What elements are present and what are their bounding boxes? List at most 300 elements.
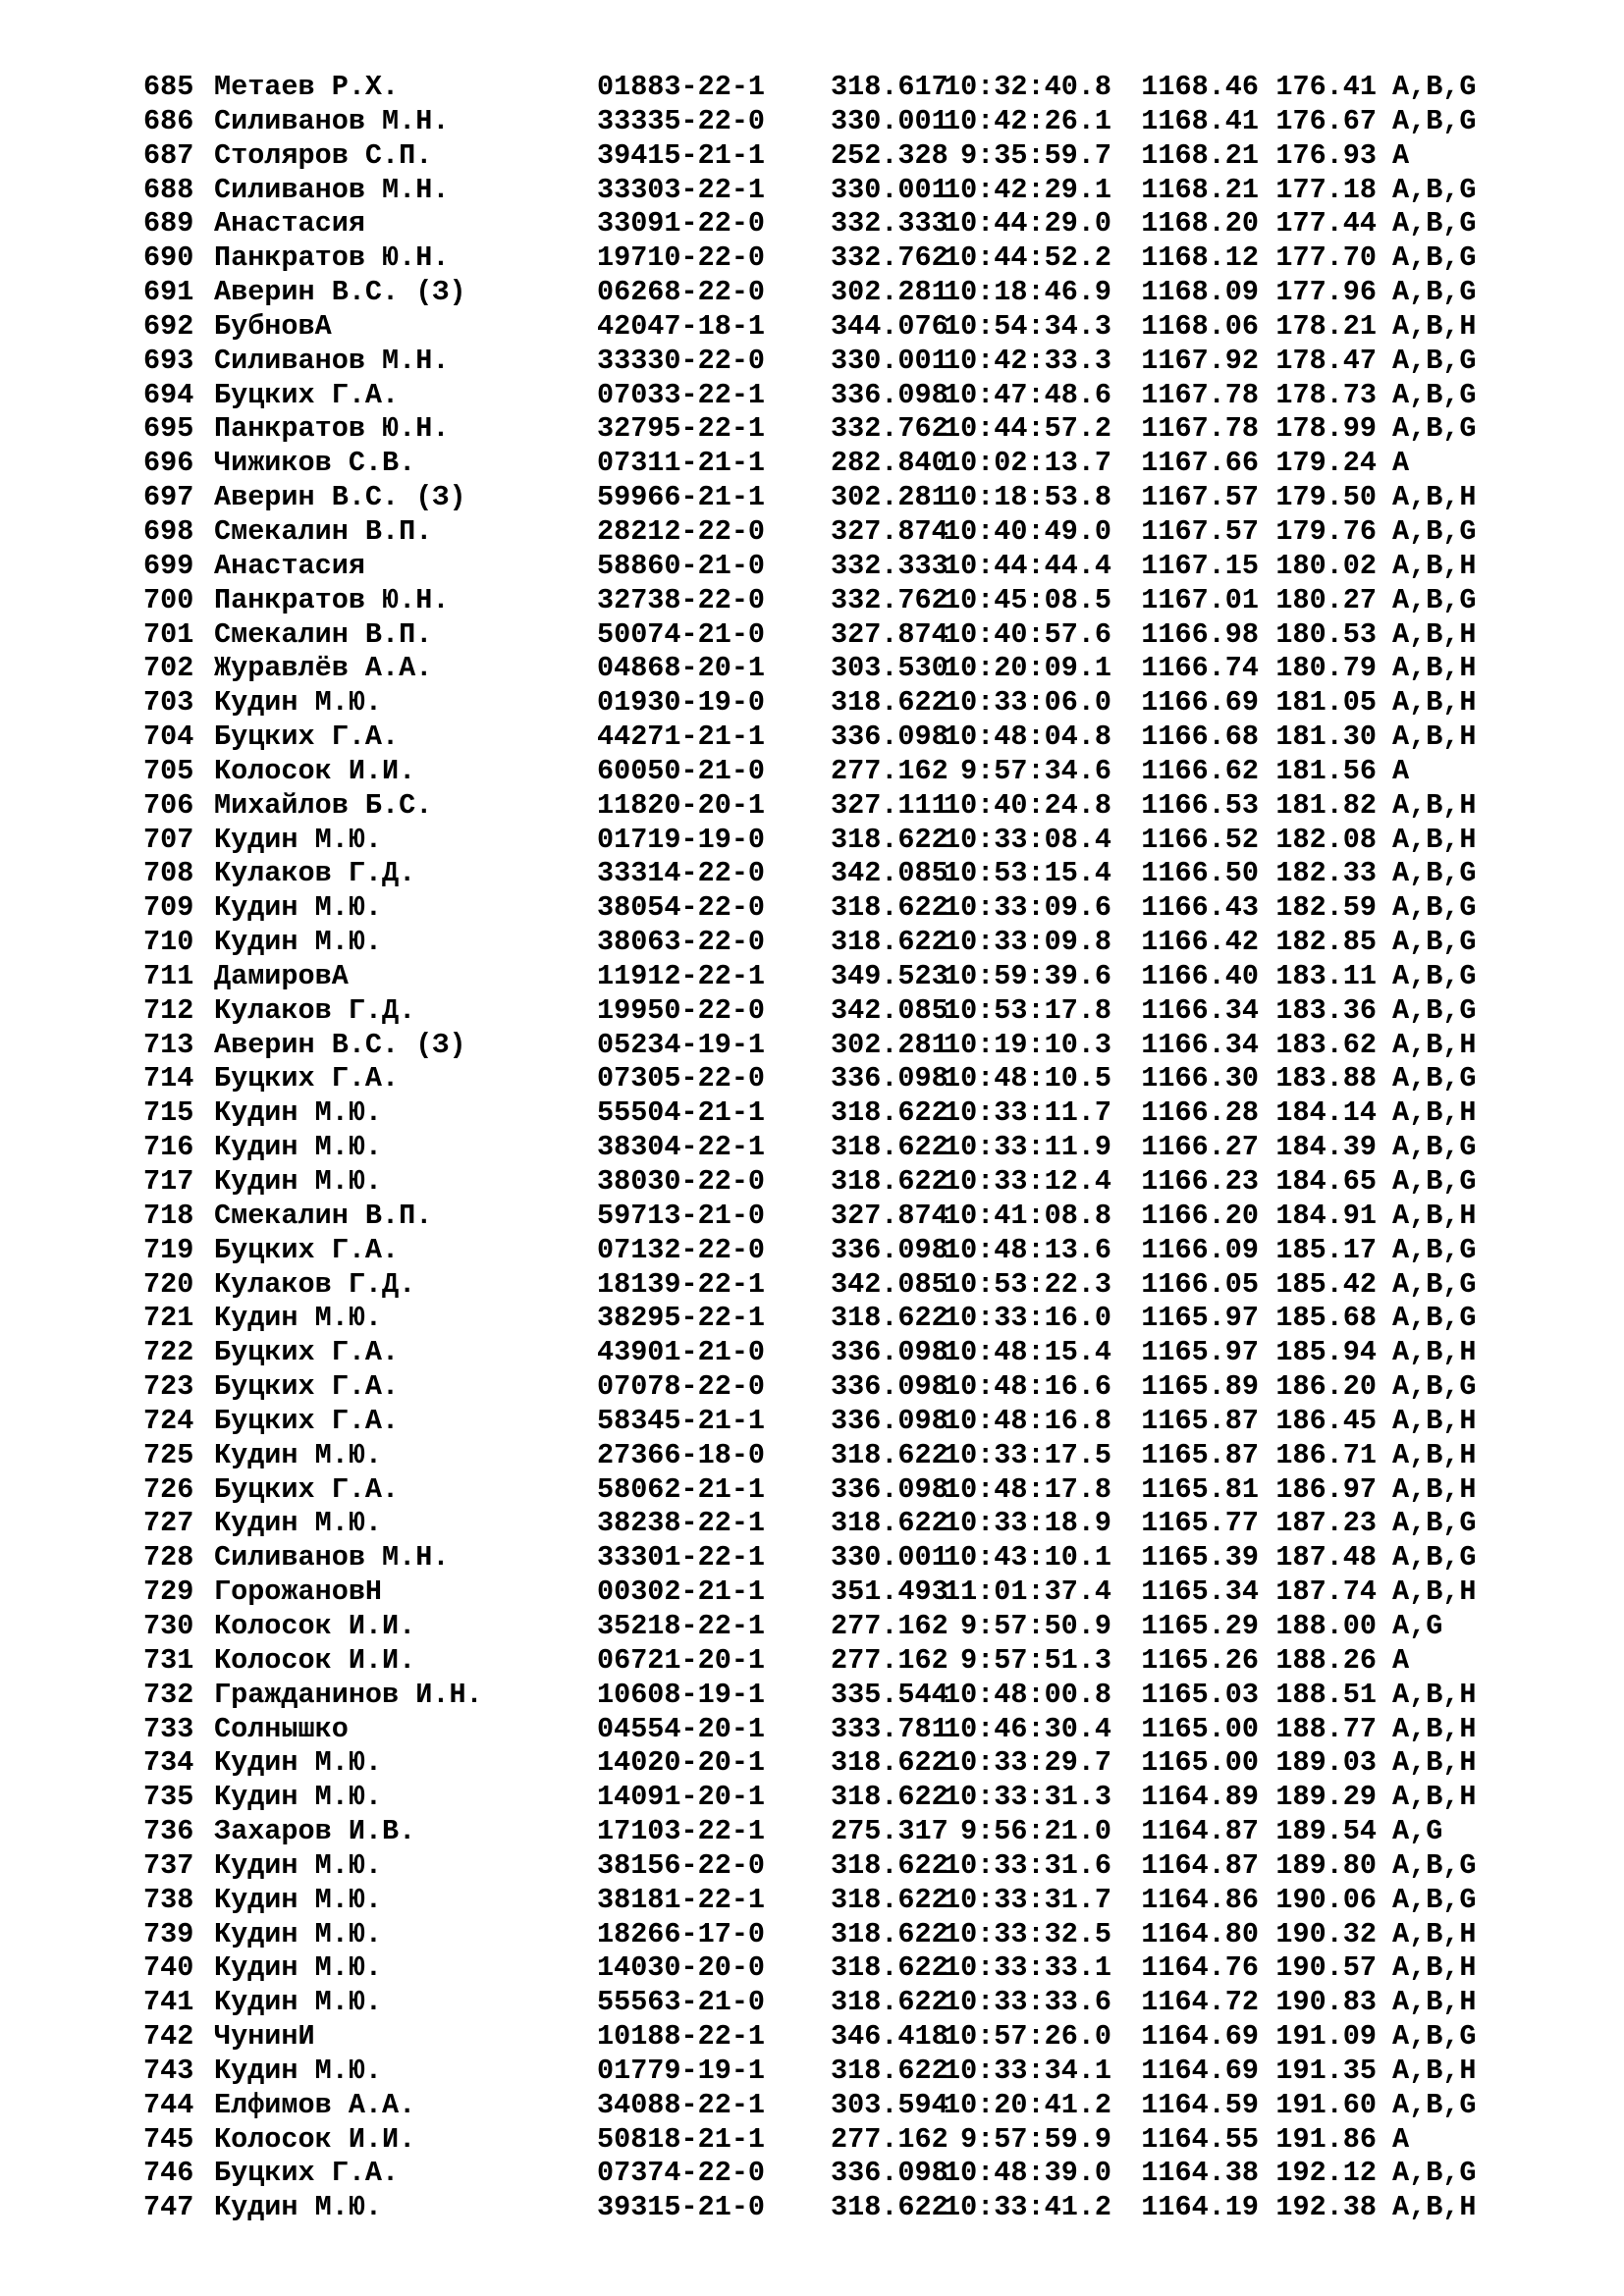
fancier-name: Кулаков Г.Д. xyxy=(214,857,416,890)
points: 178.21 xyxy=(1275,309,1377,343)
points: 183.36 xyxy=(1275,993,1377,1027)
place-number: 713 xyxy=(143,1028,194,1061)
category: A,B,H xyxy=(1392,1336,1477,1369)
category: A xyxy=(1392,138,1410,172)
ring-number: 28212-22-0 xyxy=(597,514,766,548)
points: 182.85 xyxy=(1275,926,1377,959)
table-row xyxy=(143,1131,1498,1165)
arrival-time: 10:33:17.5 xyxy=(943,1438,1111,1471)
speed: 1164.87 xyxy=(1141,1815,1259,1848)
arrival-time: 10:48:39.0 xyxy=(943,2157,1111,2190)
table-row xyxy=(143,1473,1498,1508)
fancier-name: Аверин В.С. (З) xyxy=(214,481,466,514)
place-number: 745 xyxy=(143,2122,194,2156)
place-number: 690 xyxy=(143,241,194,275)
speed: 1165.39 xyxy=(1141,1541,1259,1575)
fancier-name: Столяров С.П. xyxy=(214,138,433,172)
distance: 318.622 xyxy=(831,1507,948,1540)
speed: 1166.34 xyxy=(1141,993,1259,1027)
distance: 336.098 xyxy=(831,721,948,754)
distance: 318.622 xyxy=(831,686,948,720)
ring-number: 55563-21-0 xyxy=(597,1986,766,2019)
arrival-time: 10:33:06.0 xyxy=(943,686,1111,720)
distance: 330.001 xyxy=(831,104,948,137)
table-row xyxy=(143,207,1498,241)
points: 188.26 xyxy=(1275,1643,1377,1677)
points: 190.32 xyxy=(1275,1917,1377,1950)
arrival-time: 10:02:13.7 xyxy=(943,447,1111,480)
distance: 318.622 xyxy=(831,1302,948,1335)
arrival-time: 10:48:10.5 xyxy=(943,1062,1111,1095)
speed: 1165.00 xyxy=(1141,1712,1259,1745)
ring-number: 39415-21-1 xyxy=(597,138,766,172)
distance: 318.622 xyxy=(831,1917,948,1950)
category: A,B,G xyxy=(1392,1267,1477,1301)
fancier-name: Кудин М.Ю. xyxy=(214,1302,383,1335)
fancier-name: Буцких Г.А. xyxy=(214,721,400,754)
place-number: 687 xyxy=(143,138,194,172)
table-row xyxy=(143,1302,1498,1336)
fancier-name: Буцких Г.А. xyxy=(214,1062,400,1095)
place-number: 695 xyxy=(143,412,194,446)
points: 185.94 xyxy=(1275,1336,1377,1369)
place-number: 716 xyxy=(143,1131,194,1164)
arrival-time: 11:01:37.4 xyxy=(943,1575,1111,1609)
ring-number: 38063-22-0 xyxy=(597,926,766,959)
category: A,B,G xyxy=(1392,891,1477,925)
table-row xyxy=(143,1541,1498,1575)
speed: 1166.28 xyxy=(1141,1096,1259,1130)
arrival-time: 10:57:26.0 xyxy=(943,2020,1111,2054)
points: 176.93 xyxy=(1275,138,1377,172)
arrival-time: 10:33:33.1 xyxy=(943,1951,1111,1985)
distance: 318.622 xyxy=(831,1986,948,2019)
arrival-time: 10:33:09.6 xyxy=(943,891,1111,925)
points: 191.09 xyxy=(1275,2020,1377,2054)
speed: 1164.72 xyxy=(1141,1986,1259,2019)
fancier-name: Буцких Г.А. xyxy=(214,1370,400,1404)
place-number: 737 xyxy=(143,1848,194,1882)
fancier-name: Колосок И.И. xyxy=(214,754,416,787)
distance: 318.622 xyxy=(831,926,948,959)
category: A,B,H xyxy=(1392,1781,1477,1814)
category: A,B,H xyxy=(1392,1986,1477,2019)
place-number: 693 xyxy=(143,344,194,377)
place-number: 731 xyxy=(143,1643,194,1677)
fancier-name: Кудин М.Ю. xyxy=(214,1986,383,2019)
speed: 1165.87 xyxy=(1141,1438,1259,1471)
ring-number: 58062-21-1 xyxy=(597,1472,766,1506)
distance: 332.333 xyxy=(831,207,948,240)
fancier-name: Смекалин В.П. xyxy=(214,514,433,548)
category: A,B,G xyxy=(1392,1507,1477,1540)
place-number: 718 xyxy=(143,1199,194,1232)
distance: 318.622 xyxy=(831,2191,948,2224)
speed: 1167.92 xyxy=(1141,344,1259,377)
speed: 1168.46 xyxy=(1141,71,1259,103)
distance: 303.530 xyxy=(831,652,948,685)
ring-number: 07033-22-1 xyxy=(597,378,766,411)
ring-number: 01779-19-1 xyxy=(597,2054,766,2087)
ring-number: 59966-21-1 xyxy=(597,481,766,514)
place-number: 720 xyxy=(143,1267,194,1301)
speed: 1165.87 xyxy=(1141,1404,1259,1437)
speed: 1164.69 xyxy=(1141,2020,1259,2054)
ring-number: 38238-22-1 xyxy=(597,1507,766,1540)
speed: 1166.52 xyxy=(1141,823,1259,856)
fancier-name: ДамировА xyxy=(214,959,349,992)
arrival-time: 10:33:29.7 xyxy=(943,1746,1111,1780)
fancier-name: Кудин М.Ю. xyxy=(214,1951,383,1985)
distance: 342.085 xyxy=(831,857,948,890)
ring-number: 06721-20-1 xyxy=(597,1643,766,1677)
fancier-name: Солнышко xyxy=(214,1712,349,1745)
table-row xyxy=(143,412,1498,447)
fancier-name: Смекалин В.П. xyxy=(214,617,433,651)
category: A,B,G xyxy=(1392,2088,1477,2121)
fancier-name: Кудин М.Ю. xyxy=(214,1883,383,1916)
points: 184.65 xyxy=(1275,1165,1377,1198)
distance: 342.085 xyxy=(831,993,948,1027)
arrival-time: 10:33:34.1 xyxy=(943,2054,1111,2087)
points: 184.91 xyxy=(1275,1199,1377,1232)
arrival-time: 10:48:17.8 xyxy=(943,1472,1111,1506)
speed: 1168.20 xyxy=(1141,207,1259,240)
place-number: 709 xyxy=(143,891,194,925)
speed: 1165.77 xyxy=(1141,1507,1259,1540)
place-number: 724 xyxy=(143,1404,194,1437)
speed: 1166.27 xyxy=(1141,1131,1259,1164)
arrival-time: 10:53:15.4 xyxy=(943,857,1111,890)
arrival-time: 10:44:52.2 xyxy=(943,241,1111,275)
category: A,B,H xyxy=(1392,1678,1477,1711)
fancier-name: Кулаков Г.Д. xyxy=(214,1267,416,1301)
points: 180.79 xyxy=(1275,652,1377,685)
ring-number: 33314-22-0 xyxy=(597,857,766,890)
table-row xyxy=(143,755,1498,789)
table-row xyxy=(143,1679,1498,1713)
place-number: 725 xyxy=(143,1438,194,1471)
points: 189.80 xyxy=(1275,1848,1377,1882)
speed: 1164.69 xyxy=(1141,2054,1259,2087)
category: A,B,G xyxy=(1392,1883,1477,1916)
category: A,B,G xyxy=(1392,926,1477,959)
ring-number: 10608-19-1 xyxy=(597,1678,766,1711)
ring-number: 42047-18-1 xyxy=(597,309,766,343)
ring-number: 01719-19-0 xyxy=(597,823,766,856)
arrival-time: 10:33:33.6 xyxy=(943,1986,1111,2019)
table-row xyxy=(143,857,1498,891)
place-number: 730 xyxy=(143,1609,194,1642)
fancier-name: Панкратов Ю.Н. xyxy=(214,412,450,446)
place-number: 699 xyxy=(143,549,194,582)
place-number: 710 xyxy=(143,926,194,959)
ring-number: 10188-22-1 xyxy=(597,2020,766,2054)
ring-number: 07374-22-0 xyxy=(597,2157,766,2190)
points: 177.18 xyxy=(1275,173,1377,206)
speed: 1165.97 xyxy=(1141,1336,1259,1369)
points: 183.62 xyxy=(1275,1028,1377,1061)
category: A,B,H xyxy=(1392,1472,1477,1506)
points: 178.73 xyxy=(1275,378,1377,411)
points: 185.17 xyxy=(1275,1233,1377,1266)
fancier-name: Аверин В.С. (З) xyxy=(214,1028,466,1061)
place-number: 736 xyxy=(143,1815,194,1848)
table-row xyxy=(143,139,1498,174)
ring-number: 34088-22-1 xyxy=(597,2088,766,2121)
ring-number: 32795-22-1 xyxy=(597,412,766,446)
speed: 1166.53 xyxy=(1141,788,1259,822)
fancier-name: Захаров И.В. xyxy=(214,1815,416,1848)
table-row xyxy=(143,550,1498,584)
ring-number: 00302-21-1 xyxy=(597,1575,766,1609)
category: A,B,H xyxy=(1392,617,1477,651)
ring-number: 38054-22-0 xyxy=(597,891,766,925)
table-row xyxy=(143,926,1498,960)
speed: 1166.20 xyxy=(1141,1199,1259,1232)
speed: 1166.69 xyxy=(1141,686,1259,720)
table-row xyxy=(143,1951,1498,1986)
category: A,B,H xyxy=(1392,788,1477,822)
fancier-name: Буцких Г.А. xyxy=(214,2157,400,2190)
fancier-name: Кудин М.Ю. xyxy=(214,2054,383,2087)
arrival-time: 10:48:00.8 xyxy=(943,1678,1111,1711)
arrival-time: 10:43:10.1 xyxy=(943,1541,1111,1575)
points: 179.50 xyxy=(1275,481,1377,514)
points: 180.53 xyxy=(1275,617,1377,651)
arrival-time: 10:18:53.8 xyxy=(943,481,1111,514)
speed: 1166.68 xyxy=(1141,721,1259,754)
ring-number: 06268-22-0 xyxy=(597,276,766,309)
place-number: 703 xyxy=(143,686,194,720)
speed: 1164.19 xyxy=(1141,2191,1259,2224)
ring-number: 38295-22-1 xyxy=(597,1302,766,1335)
place-number: 696 xyxy=(143,447,194,480)
place-number: 740 xyxy=(143,1951,194,1985)
distance: 336.098 xyxy=(831,1233,948,1266)
distance: 318.617 xyxy=(831,71,948,103)
category: A,G xyxy=(1392,1815,1443,1848)
arrival-time: 10:54:34.3 xyxy=(943,309,1111,343)
table-row xyxy=(143,241,1498,276)
place-number: 723 xyxy=(143,1370,194,1404)
distance: 277.162 xyxy=(831,2122,948,2156)
points: 177.96 xyxy=(1275,276,1377,309)
table-row xyxy=(143,2089,1498,2123)
ring-number: 32738-22-0 xyxy=(597,583,766,616)
fancier-name: Кудин М.Ю. xyxy=(214,1165,383,1198)
fancier-name: ГорожановН xyxy=(214,1575,383,1609)
category: A,B,G xyxy=(1392,1131,1477,1164)
fancier-name: Кудин М.Ю. xyxy=(214,1131,383,1164)
category: A xyxy=(1392,754,1410,787)
distance: 277.162 xyxy=(831,1643,948,1677)
speed: 1164.86 xyxy=(1141,1883,1259,1916)
fancier-name: Смекалин В.П. xyxy=(214,1199,433,1232)
category: A,B,H xyxy=(1392,652,1477,685)
speed: 1164.80 xyxy=(1141,1917,1259,1950)
category: A,B,G xyxy=(1392,857,1477,890)
table-row xyxy=(143,1884,1498,1918)
arrival-time: 10:44:44.4 xyxy=(943,549,1111,582)
arrival-time: 10:33:41.2 xyxy=(943,2191,1111,2224)
category: A,B,G xyxy=(1392,412,1477,446)
distance: 327.874 xyxy=(831,514,948,548)
points: 191.60 xyxy=(1275,2088,1377,2121)
table-row xyxy=(143,2055,1498,2089)
category: A,B,G xyxy=(1392,104,1477,137)
distance: 332.762 xyxy=(831,412,948,446)
category: A,B,G xyxy=(1392,1370,1477,1404)
distance: 318.622 xyxy=(831,1165,948,1198)
distance: 330.001 xyxy=(831,173,948,206)
fancier-name: Кудин М.Ю. xyxy=(214,2191,383,2224)
distance: 318.622 xyxy=(831,1746,948,1780)
distance: 344.076 xyxy=(831,309,948,343)
place-number: 722 xyxy=(143,1336,194,1369)
place-number: 688 xyxy=(143,173,194,206)
ring-number: 60050-21-0 xyxy=(597,754,766,787)
table-row xyxy=(143,686,1498,721)
speed: 1168.12 xyxy=(1141,241,1259,275)
category: A,B,G xyxy=(1392,993,1477,1027)
category: A,B,G xyxy=(1392,1302,1477,1335)
table-row xyxy=(143,2020,1498,2055)
arrival-time: 10:32:40.8 xyxy=(943,71,1111,103)
place-number: 702 xyxy=(143,652,194,685)
ring-number: 17103-22-1 xyxy=(597,1815,766,1848)
place-number: 712 xyxy=(143,993,194,1027)
distance: 330.001 xyxy=(831,344,948,377)
points: 186.45 xyxy=(1275,1404,1377,1437)
distance: 336.098 xyxy=(831,1336,948,1369)
fancier-name: Анастасия xyxy=(214,207,365,240)
category: A xyxy=(1392,2122,1410,2156)
distance: 303.594 xyxy=(831,2088,948,2121)
fancier-name: Кудин М.Ю. xyxy=(214,823,383,856)
place-number: 728 xyxy=(143,1541,194,1575)
points: 192.38 xyxy=(1275,2191,1377,2224)
place-number: 719 xyxy=(143,1233,194,1266)
results-table xyxy=(143,71,1498,2225)
speed: 1166.09 xyxy=(1141,1233,1259,1266)
arrival-time: 10:48:13.6 xyxy=(943,1233,1111,1266)
distance: 318.622 xyxy=(831,2054,948,2087)
points: 187.74 xyxy=(1275,1575,1377,1609)
points: 177.44 xyxy=(1275,207,1377,240)
distance: 333.781 xyxy=(831,1712,948,1745)
arrival-time: 10:42:26.1 xyxy=(943,104,1111,137)
table-row xyxy=(143,994,1498,1029)
speed: 1167.01 xyxy=(1141,583,1259,616)
table-row xyxy=(143,105,1498,139)
distance: 302.281 xyxy=(831,1028,948,1061)
fancier-name: Буцких Г.А. xyxy=(214,1233,400,1266)
ring-number: 04868-20-1 xyxy=(597,652,766,685)
table-row xyxy=(143,1370,1498,1405)
arrival-time: 10:33:08.4 xyxy=(943,823,1111,856)
ring-number: 01883-22-1 xyxy=(597,71,766,103)
table-row xyxy=(143,1815,1498,1849)
ring-number: 58345-21-1 xyxy=(597,1404,766,1437)
speed: 1166.05 xyxy=(1141,1267,1259,1301)
speed: 1164.76 xyxy=(1141,1951,1259,1985)
table-row xyxy=(143,1029,1498,1063)
ring-number: 27366-18-0 xyxy=(597,1438,766,1471)
speed: 1165.26 xyxy=(1141,1643,1259,1677)
speed: 1166.34 xyxy=(1141,1028,1259,1061)
category: A,B,G xyxy=(1392,276,1477,309)
place-number: 685 xyxy=(143,71,194,103)
ring-number: 38304-22-1 xyxy=(597,1131,766,1164)
place-number: 692 xyxy=(143,309,194,343)
arrival-time: 10:33:11.9 xyxy=(943,1131,1111,1164)
category: A,B,G xyxy=(1392,1541,1477,1575)
place-number: 705 xyxy=(143,754,194,787)
speed: 1166.40 xyxy=(1141,959,1259,992)
table-row xyxy=(143,1200,1498,1234)
distance: 335.544 xyxy=(831,1678,948,1711)
category: A,B,H xyxy=(1392,1096,1477,1130)
points: 188.00 xyxy=(1275,1609,1377,1642)
table-row xyxy=(143,310,1498,345)
distance: 342.085 xyxy=(831,1267,948,1301)
speed: 1165.34 xyxy=(1141,1575,1259,1609)
place-number: 700 xyxy=(143,583,194,616)
table-row xyxy=(143,1644,1498,1679)
table-row xyxy=(143,1918,1498,1952)
category: A,B,H xyxy=(1392,823,1477,856)
fancier-name: Панкратов Ю.Н. xyxy=(214,583,450,616)
speed: 1167.15 xyxy=(1141,549,1259,582)
place-number: 697 xyxy=(143,481,194,514)
place-number: 701 xyxy=(143,617,194,651)
fancier-name: Буцких Г.А. xyxy=(214,1472,400,1506)
fancier-name: Кудин М.Ю. xyxy=(214,926,383,959)
arrival-time: 10:40:57.6 xyxy=(943,617,1111,651)
place-number: 698 xyxy=(143,514,194,548)
distance: 336.098 xyxy=(831,2157,948,2190)
category: A,B,G xyxy=(1392,173,1477,206)
table-row xyxy=(143,1268,1498,1303)
points: 180.27 xyxy=(1275,583,1377,616)
fancier-name: Силиванов М.Н. xyxy=(214,1541,450,1575)
category: A xyxy=(1392,1643,1410,1677)
place-number: 735 xyxy=(143,1781,194,1814)
distance: 318.622 xyxy=(831,1096,948,1130)
fancier-name: Кудин М.Ю. xyxy=(214,1096,383,1130)
arrival-time: 10:33:11.7 xyxy=(943,1096,1111,1130)
arrival-time: 10:44:57.2 xyxy=(943,412,1111,446)
table-row xyxy=(143,1165,1498,1200)
ring-number: 38156-22-0 xyxy=(597,1848,766,1882)
place-number: 743 xyxy=(143,2054,194,2087)
ring-number: 44271-21-1 xyxy=(597,721,766,754)
ring-number: 18266-17-0 xyxy=(597,1917,766,1950)
table-row xyxy=(143,618,1498,653)
points: 192.12 xyxy=(1275,2157,1377,2190)
points: 181.30 xyxy=(1275,721,1377,754)
table-row xyxy=(143,584,1498,618)
points: 181.82 xyxy=(1275,788,1377,822)
distance: 318.622 xyxy=(831,823,948,856)
distance: 277.162 xyxy=(831,1609,948,1642)
arrival-time: 10:53:22.3 xyxy=(943,1267,1111,1301)
place-number: 694 xyxy=(143,378,194,411)
speed: 1165.89 xyxy=(1141,1370,1259,1404)
fancier-name: Кудин М.Ю. xyxy=(214,686,383,720)
speed: 1164.38 xyxy=(1141,2157,1259,2190)
